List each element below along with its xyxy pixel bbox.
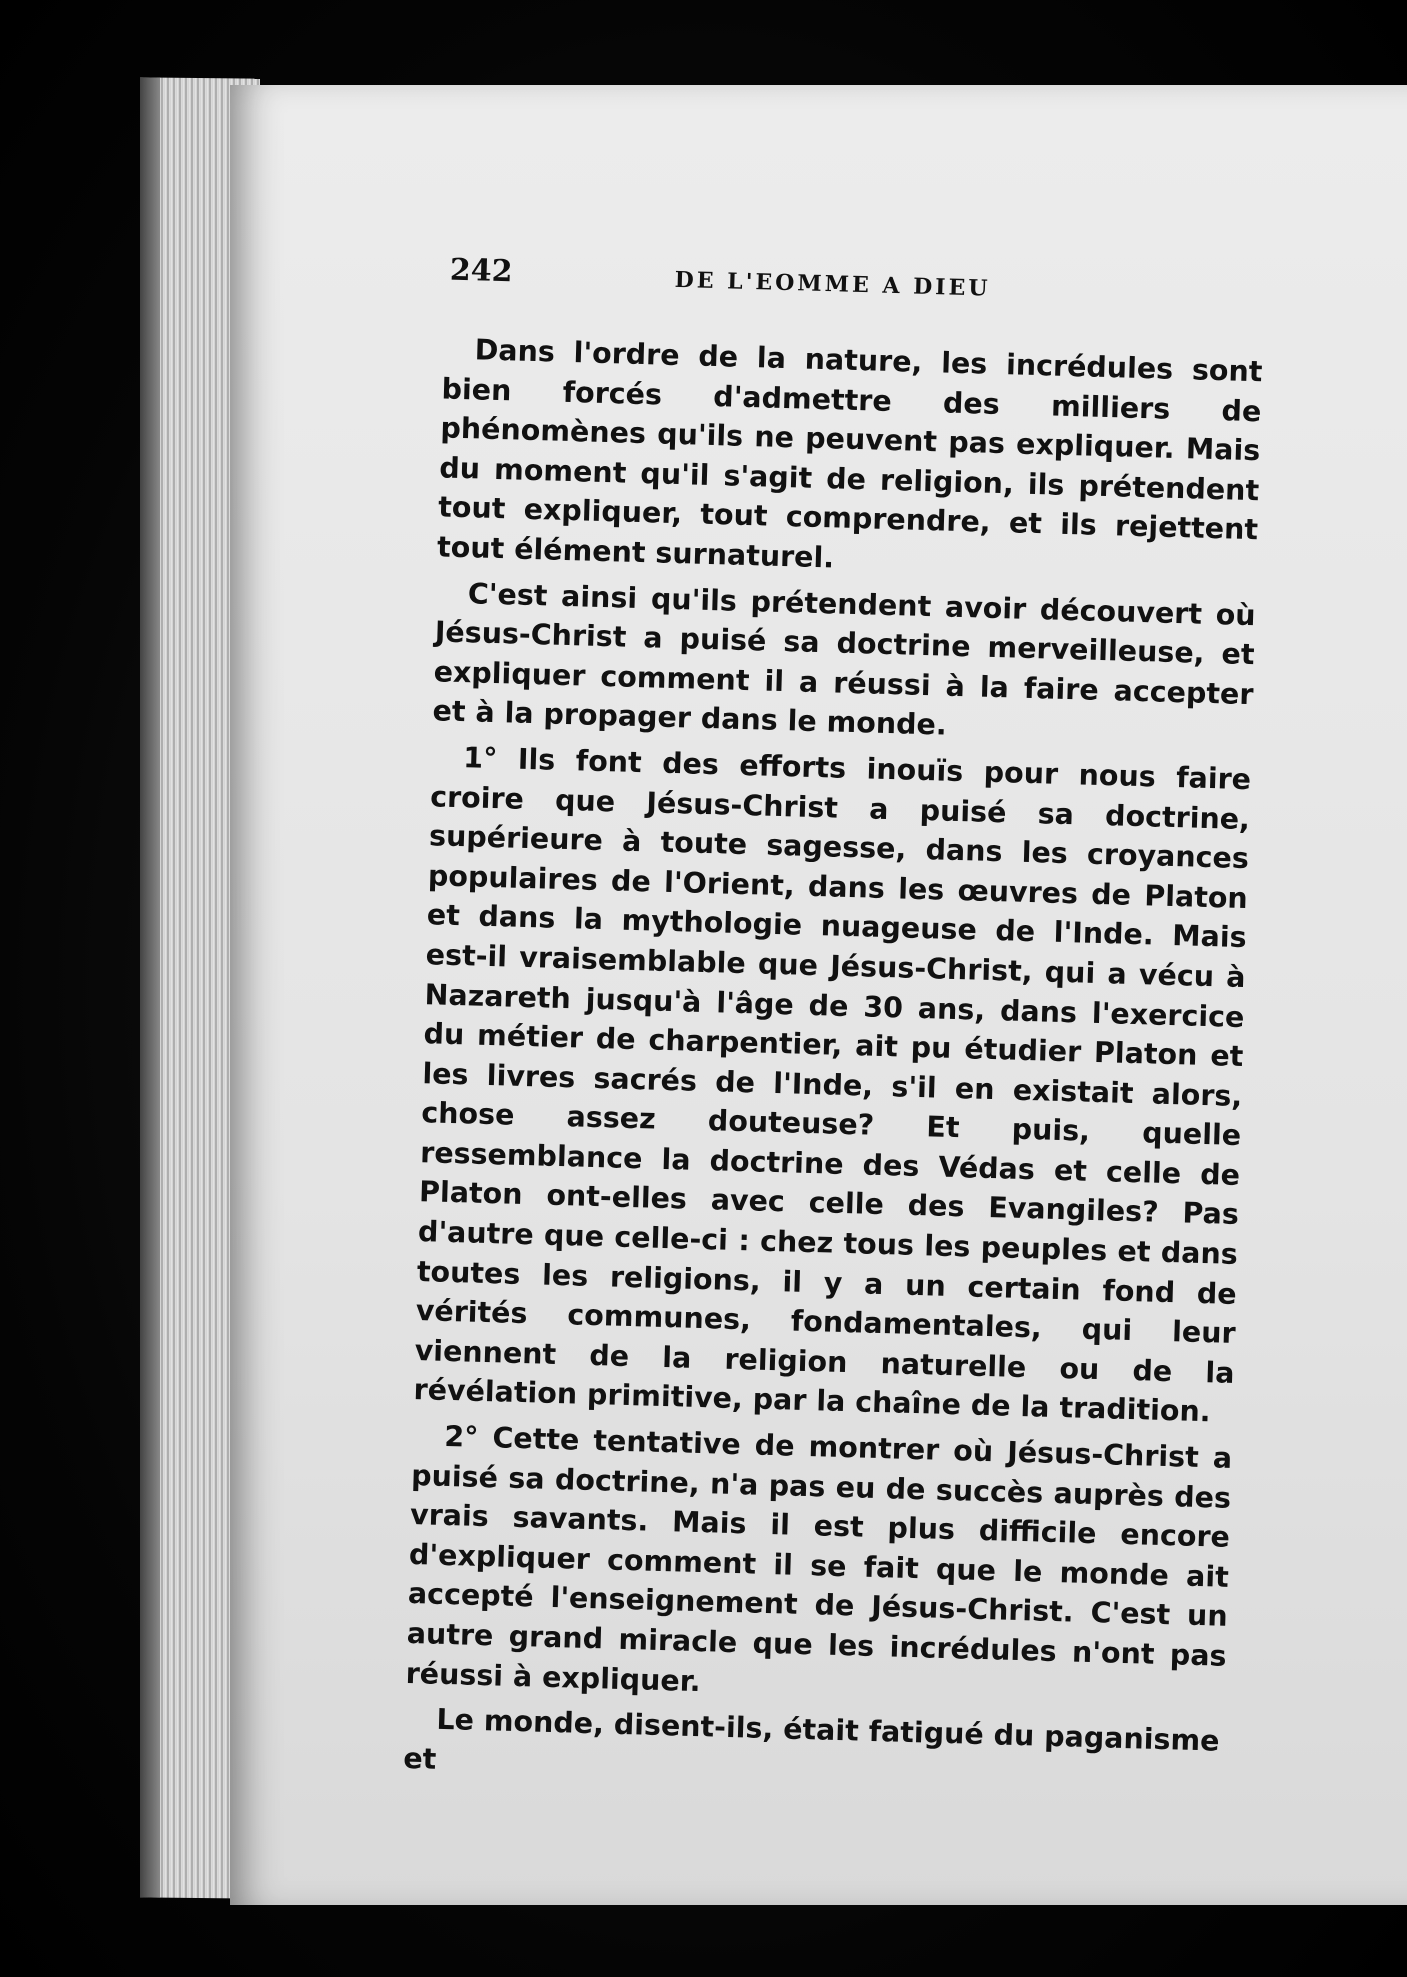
page-content bbox=[195, 69, 1407, 1921]
paragraph: Dans l'ordre de la nature, les incrédules sont bien forcés d'admettre des milliers de phénomènes qu'ils ne peuvent pas expliquer. Mais du moment qu'il s'agit de religion, ils prétendent tout expliquer, tout comprendre, et ils rejettent tout élément surnaturel. bbox=[436, 333, 1263, 575]
book-page bbox=[230, 85, 1407, 1905]
paragraph: 2° Cette tentative de montrer où Jésus-Christ a puisé sa doctrine, n'a pas eu de succès auprès des vrais savants. Mais il est plus difficile encore d'expliquer comment il se fait que le monde ait accepté l'enseignement de Jésus-Christ. C'est un autre grand miracle que les incrédules n'ont pas réussi à expliquer. bbox=[405, 1419, 1233, 1698]
page-number: 242 bbox=[449, 252, 514, 290]
paragraph: 1° Ils font des efforts inouïs pour nous faire croire que Jésus-Christ a puisé sa doctrine, supérieure à toute sagesse, dans les croyances populaires de l'Orient, dans les œuvres de Platon et dans la mythologie nuageuse de l'Inde. Mais est-il vraisemblable que Jésus-Christ, qui a vécu à Nazareth jusqu'à l'âge de 30 ans, dans l'exercice du métier de charpentier, ait pu étudier Platon et les livres sacrés de l'Inde, s'il en existait alors, chose assez douteuse? Et puis, quelle ressemblance la doctrine des Védas et celle de Platon ont-elles avec celle des Evangiles? Pas d'autre que celle-ci : chez tous les peuples et dans toutes les religions, il y a un certain fond de vérités communes, fondamentales, qui leur viennent de la religion naturelle ou de la révélation primitive, par la chaîne de la tradition. bbox=[413, 741, 1252, 1429]
running-head-title: DE L'EOMME A DIEU bbox=[674, 266, 991, 302]
paragraph: Le monde, disent-ils, était fatigué du paganisme et bbox=[402, 1702, 1220, 1776]
paragraph: C'est ainsi qu'ils prétendent avoir découvert où Jésus-Christ a puisé sa doctrine merveilleuse, et expliquer comment il a réussi à la faire accepter et à la propager dans le monde. bbox=[432, 576, 1257, 742]
running-head bbox=[449, 253, 1270, 316]
body-text bbox=[403, 329, 1263, 1807]
